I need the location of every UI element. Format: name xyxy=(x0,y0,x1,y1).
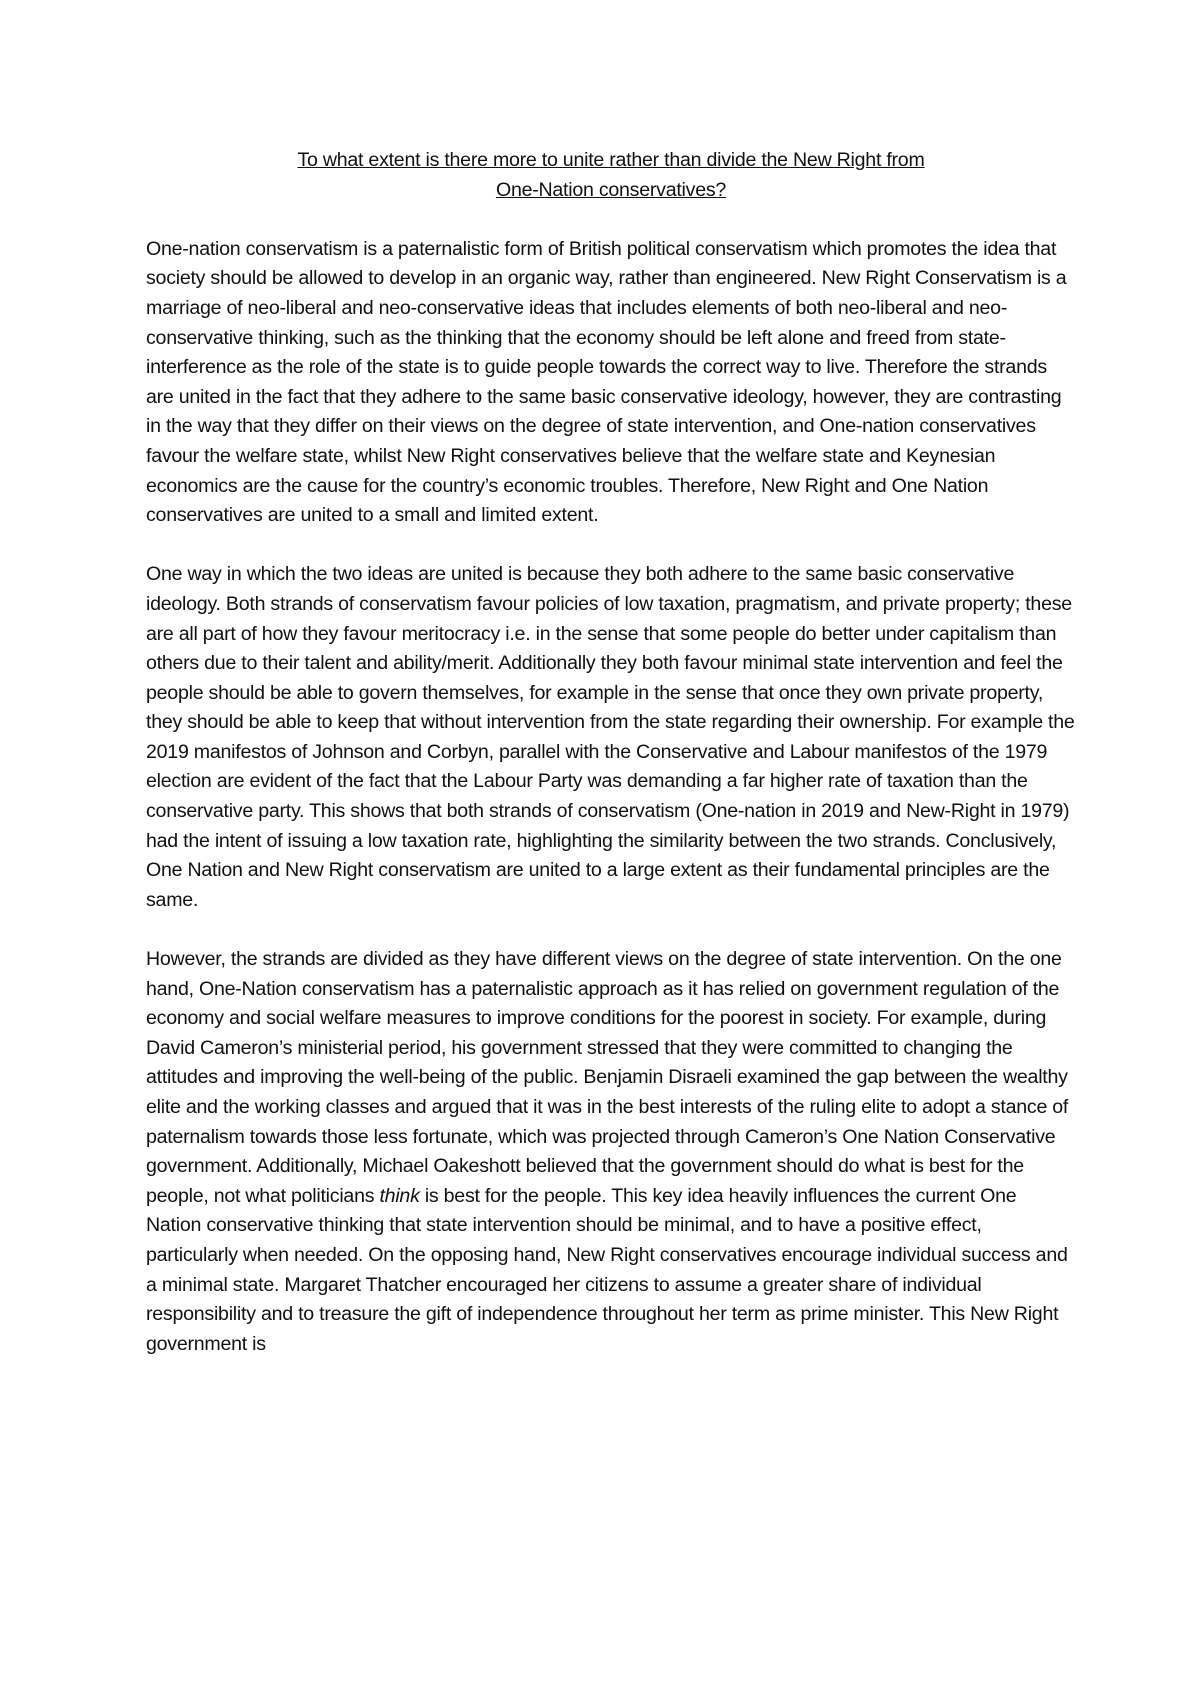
essay-title-line-2: One-Nation conservatives? xyxy=(495,178,727,201)
document-body xyxy=(146,146,1076,1359)
essay-title xyxy=(146,146,1076,205)
italic-emphasis-think: think xyxy=(379,1184,420,1207)
division-paragraph-text-start: However, the strands are divided as they have different views on the degree of state intervention. On the one hand, One-Nation conservatism has a paternalistic approach as it has relied on government regulation of the economy and social welfare measures to improve conditions for the poorest in society. For example, during David Cameron’s ministerial period, his government stressed that they were committed to changing the attitudes and improving the well-being of the public. Benjamin Disraeli examined the gap between the wealthy elite and the working classes and argued that it was in the best interests of the ruling elite to adopt a stance of paternalism towards those less fortunate, which was projected through Cameron’s One Nation Conservative government. Additionally, Michael Oakeshott believed that the government should do what is best for the people, not what politicians xyxy=(146,948,1069,1207)
introduction-paragraph: One-nation conservatism is a paternalistic form of British political conservatism which promotes the idea that society should be allowed to develop in an organic way, rather than engineered. New Right Conservatism is a marriage of neo-liberal and neo-conservative ideas that includes elements of both neo-liberal and neo-conservative thinking, such as the thinking that the economy should be left alone and freed from state-interference as the role of the state is to guide people towards the correct way to live. Therefore the strands are united in the fact that they adhere to the same basic conservative ideology, however, they are contrasting in the way that they differ on their views on the degree of state intervention, and One-nation conservatives favour the welfare state, whilst New Right conservatives believe that the welfare state and Keynesian economics are the cause for the country’s economic troubles. Therefore, New Right and One Nation conservatives are united to a small and limited extent. xyxy=(146,237,1067,527)
division-paragraph-text-end: is best for the people. This key idea heavily influences the current One Nation conservative thinking that state intervention should be minimal, and to have a positive effect, particularly when needed. On the opposing hand, New Right conservatives encourage individual success and a minimal state. Margaret Thatcher encouraged her citizens to assume a greater share of individual responsibility and to treasure the gift of independence throughout her term as prime minister. This New Right government is xyxy=(146,1184,1068,1355)
essay-title-line-1: To what extent is there more to unite rather than divide the New Right from xyxy=(297,149,925,171)
unity-paragraph: One way in which the two ideas are united is because they both adhere to the same basic conservative ideology. Both strands of conservatism favour policies of low taxation, pragmatism, and private property; these are all part of how they favour meritocracy i.e. in the sense that some people do better under capitalism than others due to their talent and ability/merit. Additionally they both favour minimal state intervention and feel the people should be able to govern themselves, for example in the sense that once they own private property, they should be able to keep that without intervention from the state regarding their ownership. For example the 2019 manifestos of Johnson and Corbyn, parallel with the Conservative and Labour manifestos of the 1979 election are evident of the fact that the Labour Party was demanding a far higher rate of taxation than the conservative party. This shows that both strands of conservatism (One-nation in 2019 and New-Right in 1979) had the intent of issuing a low taxation rate, highlighting the similarity between the two strands. Conclusively, One Nation and New Right conservatism are united to a large extent as their fundamental principles are the same. xyxy=(146,563,1075,911)
division-paragraph xyxy=(146,945,1076,1359)
